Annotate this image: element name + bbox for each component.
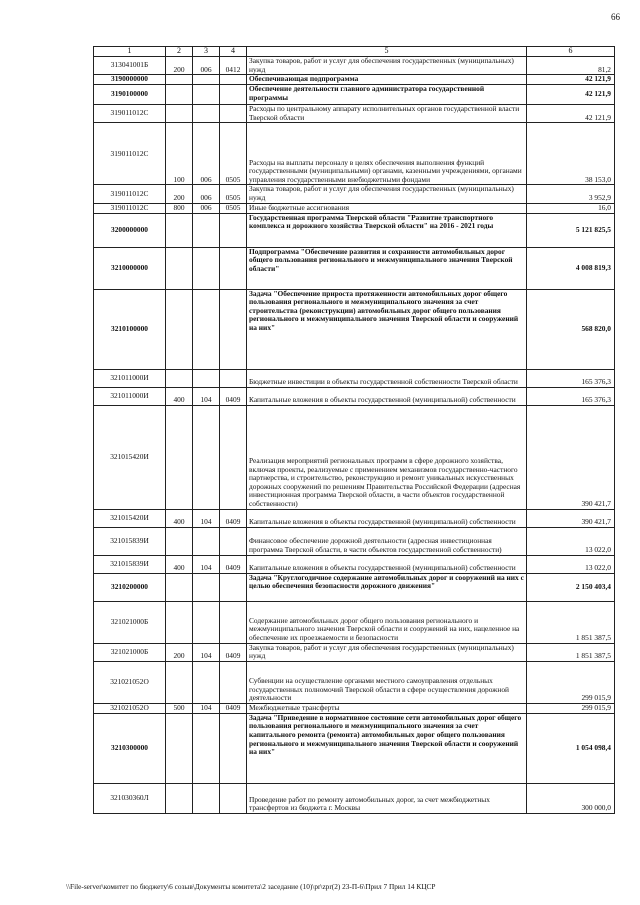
department-cell: 104 <box>193 509 220 527</box>
section-cell: 0505 <box>220 185 247 203</box>
name-cell: Закупка товаров, работ и услуг для обеспечения государственных (муниципальных) нужд <box>247 57 527 75</box>
expense-type-cell: 100 <box>166 123 193 185</box>
table-row <box>94 509 615 527</box>
name-cell: Субвенции на осуществление органами местного самоуправления отдельных государственных полномочий Тверской области в сфере осуществления дорожной деятельности <box>247 661 527 703</box>
amount-cell: 2 150 403,4 <box>527 573 615 601</box>
code-cell: 3190100000 <box>94 85 166 105</box>
section-cell <box>220 783 247 813</box>
code-cell: 319011012С <box>94 123 166 185</box>
expense-type-cell <box>166 783 193 813</box>
table-row <box>94 713 615 783</box>
code-cell: 319011012С <box>94 185 166 203</box>
department-cell <box>193 75 220 85</box>
table-row <box>94 75 615 85</box>
expense-type-cell <box>166 85 193 105</box>
expense-type-cell: 400 <box>166 509 193 527</box>
table-row <box>94 57 615 75</box>
department-cell <box>193 85 220 105</box>
code-cell: 321021052О <box>94 661 166 703</box>
table-header-row <box>94 47 615 57</box>
department-cell <box>193 247 220 289</box>
amount-cell: 390 421,7 <box>527 405 615 509</box>
name-cell: Капитальные вложения в объекты государственной (муниципальной) собственности <box>247 387 527 405</box>
expense-type-cell <box>166 661 193 703</box>
department-cell <box>193 289 220 369</box>
expense-type-cell: 400 <box>166 555 193 573</box>
expense-type-cell <box>166 573 193 601</box>
amount-cell: 5 121 825,5 <box>527 213 615 247</box>
section-cell: 0409 <box>220 555 247 573</box>
section-cell <box>220 85 247 105</box>
amount-cell: 1 851 387,5 <box>527 643 615 661</box>
code-cell: 3210100000 <box>94 289 166 369</box>
section-cell <box>220 213 247 247</box>
amount-cell: 3 952,9 <box>527 185 615 203</box>
department-cell <box>193 661 220 703</box>
amount-cell: 81,2 <box>527 57 615 75</box>
table-row <box>94 783 615 813</box>
table-row <box>94 289 615 369</box>
amount-cell: 1 054 098,4 <box>527 713 615 783</box>
code-cell: 319011012С <box>94 105 166 123</box>
amount-cell: 4 008 819,3 <box>527 247 615 289</box>
table-row <box>94 185 615 203</box>
expense-type-cell <box>166 75 193 85</box>
page-number: 66 <box>611 12 620 22</box>
expense-type-cell <box>166 213 193 247</box>
header-col-6: 6 <box>527 47 615 57</box>
code-cell: 321015420И <box>94 509 166 527</box>
department-cell: 006 <box>193 185 220 203</box>
code-cell: 3200000000 <box>94 213 166 247</box>
code-cell: 321021000Б <box>94 601 166 643</box>
department-cell <box>193 105 220 123</box>
section-cell: 0409 <box>220 387 247 405</box>
expense-type-cell <box>166 405 193 509</box>
department-cell <box>193 405 220 509</box>
section-cell: 0409 <box>220 509 247 527</box>
name-cell: Закупка товаров, работ и услуг для обеспечения государственных (муниципальных) нужд <box>247 185 527 203</box>
name-cell: Бюджетные инвестиции в объекты государственной собственности Тверской области <box>247 369 527 387</box>
expense-type-cell <box>166 105 193 123</box>
name-cell: Капитальные вложения в объекты государственной (муниципальной) собственности <box>247 555 527 573</box>
name-cell: Расходы на выплаты персоналу в целях обеспечения выполнения функций государственными (муниципальными) органами, казенными учреждениями, органами управления государственными внебюджетными фондами <box>247 123 527 185</box>
table-row <box>94 213 615 247</box>
section-cell <box>220 661 247 703</box>
section-cell <box>220 573 247 601</box>
name-cell: Обеспечение деятельности главного администратора государственной программы <box>247 85 527 105</box>
amount-cell: 165 376,3 <box>527 369 615 387</box>
code-cell: 321015839И <box>94 527 166 555</box>
code-cell: 321015420И <box>94 405 166 509</box>
table-row <box>94 555 615 573</box>
table-row <box>94 601 615 643</box>
table-row <box>94 573 615 601</box>
department-cell <box>193 213 220 247</box>
section-cell <box>220 105 247 123</box>
expense-type-cell <box>166 713 193 783</box>
name-cell: Задача "Круглогодичное содержание автомобильных дорог и сооружений на них с целью обеспечения безопасности дорожного движения" <box>247 573 527 601</box>
section-cell <box>220 75 247 85</box>
department-cell: 104 <box>193 555 220 573</box>
table-row <box>94 405 615 509</box>
section-cell: 0409 <box>220 703 247 713</box>
table-row <box>94 387 615 405</box>
name-cell: Расходы по центральному аппарату исполнительных органов государственной власти Тверской области <box>247 105 527 123</box>
department-cell: 006 <box>193 123 220 185</box>
amount-cell: 300 000,0 <box>527 783 615 813</box>
expense-type-cell <box>166 601 193 643</box>
section-cell: 0409 <box>220 643 247 661</box>
code-cell: 3210200000 <box>94 573 166 601</box>
expense-type-cell: 200 <box>166 185 193 203</box>
code-cell: 321021000Б <box>94 643 166 661</box>
amount-cell: 165 376,3 <box>527 387 615 405</box>
name-cell: Межбюджетные трансферты <box>247 703 527 713</box>
section-cell <box>220 713 247 783</box>
name-cell: Подпрограмма "Обеспечение развития и сохранности автомобильных дорог общего пользования регионального и межмуниципального значения Тверской области" <box>247 247 527 289</box>
department-cell <box>193 527 220 555</box>
header-col-5: 5 <box>247 47 527 57</box>
code-cell: 313041001Б <box>94 57 166 75</box>
expense-type-cell <box>166 289 193 369</box>
section-cell <box>220 369 247 387</box>
code-cell: 3190000000 <box>94 75 166 85</box>
table-row <box>94 105 615 123</box>
expense-type-cell: 400 <box>166 387 193 405</box>
table-row <box>94 369 615 387</box>
table-row <box>94 527 615 555</box>
expense-type-cell <box>166 527 193 555</box>
name-cell: Реализация мероприятий региональных программ в сфере дорожного хозяйства, включая проекты, реализуемые с применением механизмов государственно-частного партнерства, и строительство, реконструкцию и ремонт уникальных искусственных дорожных сооружений по решениям Правительства Российской Федерации (адресная инвестиционная программа Тверской области, в части объектов государственной собственности) <box>247 405 527 509</box>
department-cell: 104 <box>193 387 220 405</box>
name-cell: Содержание автомобильных дорог общего пользования регионального и межмуниципального значения Тверской области и сооружений на них, нацеленное на обеспечение их проезжаемости и безопасности <box>247 601 527 643</box>
amount-cell: 299 015,9 <box>527 703 615 713</box>
file-path-footer: \\File-server\комитет по бюджету\6 созыв\Документы комитета\2 заседание (10)\pr\zpr(2) 23-П-6\Прил 7 Прил 14 КЦСР <box>66 882 436 891</box>
code-cell: 321011000И <box>94 369 166 387</box>
name-cell: Закупка товаров, работ и услуг для обеспечения государственных (муниципальных) нужд <box>247 643 527 661</box>
amount-cell: 42 121,9 <box>527 105 615 123</box>
section-cell: 0505 <box>220 123 247 185</box>
name-cell: Проведение работ по ремонту автомобильных дорог, за счет межбюджетных трансфертов из бюджета г. Москвы <box>247 783 527 813</box>
expense-type-cell: 500 <box>166 703 193 713</box>
table-row <box>94 661 615 703</box>
section-cell: 0505 <box>220 203 247 213</box>
code-cell: 321011000И <box>94 387 166 405</box>
name-cell: Капитальные вложения в объекты государственной (муниципальной) собственности <box>247 509 527 527</box>
name-cell: Иные бюджетные ассигнования <box>247 203 527 213</box>
code-cell: 3210000000 <box>94 247 166 289</box>
department-cell <box>193 713 220 783</box>
department-cell <box>193 601 220 643</box>
table-row <box>94 85 615 105</box>
amount-cell: 16,0 <box>527 203 615 213</box>
section-cell <box>220 601 247 643</box>
amount-cell: 13 022,0 <box>527 555 615 573</box>
table-row <box>94 643 615 661</box>
code-cell: 321021052О <box>94 703 166 713</box>
table-row <box>94 703 615 713</box>
table-row <box>94 247 615 289</box>
code-cell: 321030360Л <box>94 783 166 813</box>
expense-type-cell: 200 <box>166 57 193 75</box>
amount-cell: 42 121,9 <box>527 85 615 105</box>
amount-cell: 42 121,9 <box>527 75 615 85</box>
header-col-2: 2 <box>166 47 193 57</box>
header-col-3: 3 <box>193 47 220 57</box>
header-col-1: 1 <box>94 47 166 57</box>
section-cell <box>220 247 247 289</box>
amount-cell: 568 820,0 <box>527 289 615 369</box>
section-cell <box>220 289 247 369</box>
amount-cell: 299 015,9 <box>527 661 615 703</box>
department-cell <box>193 369 220 387</box>
name-cell: Обеспечивающая подпрограмма <box>247 75 527 85</box>
code-cell: 319011012С <box>94 203 166 213</box>
expense-type-cell <box>166 369 193 387</box>
name-cell: Финансовое обеспечение дорожной деятельности (адресная инвестиционная программа Тверской области, в части объектов государственной собственности) <box>247 527 527 555</box>
expense-type-cell: 200 <box>166 643 193 661</box>
department-cell: 104 <box>193 703 220 713</box>
budget-table <box>93 46 615 814</box>
header-col-4: 4 <box>220 47 247 57</box>
code-cell: 3210300000 <box>94 713 166 783</box>
section-cell: 0412 <box>220 57 247 75</box>
expense-type-cell: 800 <box>166 203 193 213</box>
amount-cell: 1 851 387,5 <box>527 601 615 643</box>
name-cell: Задача "Приведение в нормативное состояние сети автомобильных дорог общего пользования регионального и межмуниципального значения за счет капитального ремонта (ремонта) автомобильных дорог общего пользования регионального и межмуниципального значения Тверской области и сооружений на них" <box>247 713 527 783</box>
department-cell: 104 <box>193 643 220 661</box>
department-cell: 006 <box>193 57 220 75</box>
department-cell <box>193 573 220 601</box>
expense-type-cell <box>166 247 193 289</box>
name-cell: Государственная программа Тверской области "Развитие транспортного комплекса и дорожного хозяйства Тверской области" на 2016 - 2021 годы <box>247 213 527 247</box>
name-cell: Задача "Обеспечение прироста протяженности автомобильных дорог общего пользования регионального и межмуниципального значения за счет строительства (реконструкции) автомобильных дорог общего пользования регионального и межмуниципального значения Тверской области и сооружений на них" <box>247 289 527 369</box>
section-cell <box>220 405 247 509</box>
table-row <box>94 123 615 185</box>
table-row <box>94 203 615 213</box>
amount-cell: 38 153,0 <box>527 123 615 185</box>
amount-cell: 390 421,7 <box>527 509 615 527</box>
code-cell: 321015839И <box>94 555 166 573</box>
amount-cell: 13 022,0 <box>527 527 615 555</box>
department-cell: 006 <box>193 203 220 213</box>
section-cell <box>220 527 247 555</box>
department-cell <box>193 783 220 813</box>
